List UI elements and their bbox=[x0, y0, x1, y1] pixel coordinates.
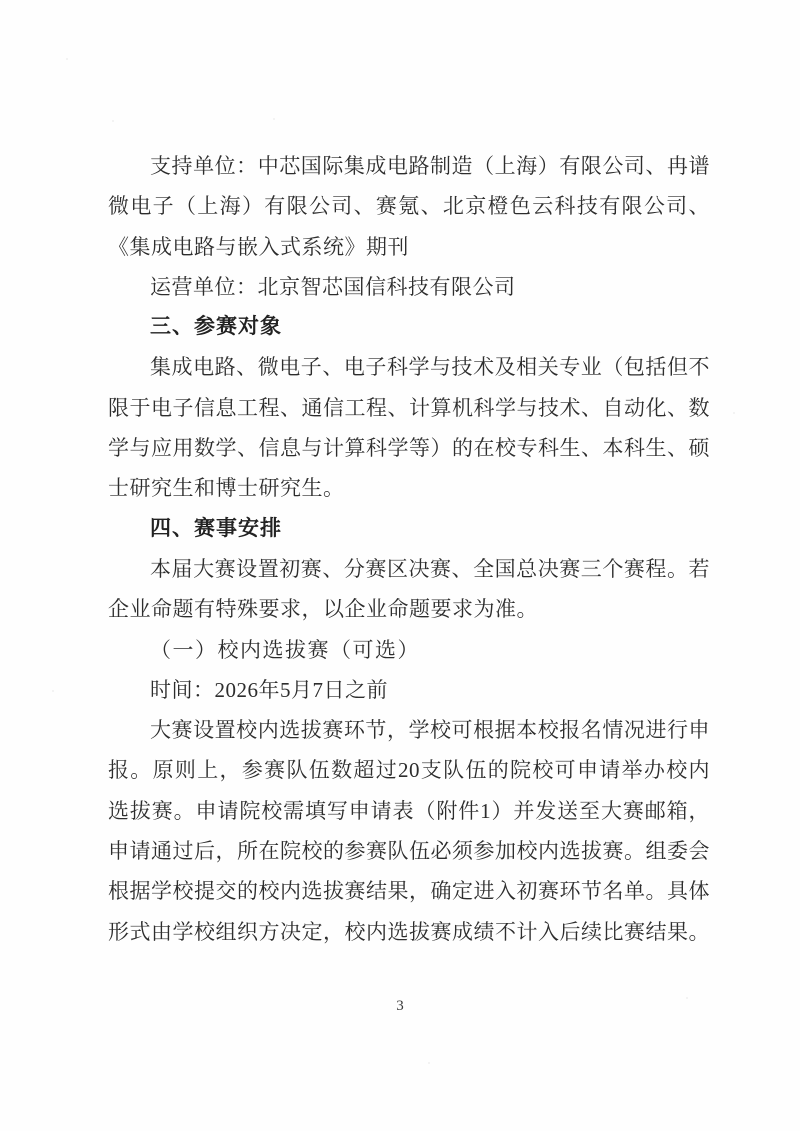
scan-speck bbox=[273, 118, 275, 120]
para-operating-unit: 运营单位：北京智芯国信科技有限公司 bbox=[150, 274, 516, 299]
para-schedule-overview: 本届大赛设置初赛、分赛区决赛、全国总决赛三个赛程。若企业命题有特殊要求，以企业命题要求为准。 bbox=[108, 556, 710, 622]
subheading-school-selection-round: （一）校内选拔赛（可选） bbox=[150, 637, 420, 662]
scan-speck bbox=[52, 690, 54, 692]
para-eligibility: 集成电路、微电子、电子科学与技术及相关专业（包括但不限于电子信息工程、通信工程、计算机科学与技术、自动化、数学与应用数学、信息与计算科学等）的在校专科生、本科生、硕士研究生和博士研究生。 bbox=[108, 355, 710, 501]
para-support-units: 支持单位：中芯国际集成电路制造（上海）有限公司、冉谱微电子（上海）有限公司、赛氪、北京橙色云科技有限公司、《集成电路与嵌入式系统》期刊 bbox=[108, 154, 710, 259]
para-selection-time: 时间：2026年5月7日之前 bbox=[150, 677, 388, 702]
document-body bbox=[108, 146, 710, 952]
scan-speck bbox=[428, 1062, 430, 1064]
heading-section-four-schedule: 四、赛事安排 bbox=[150, 516, 282, 540]
para-selection-details: 大赛设置校内选拔赛环节，学校可根据本校报名情况进行申报。原则上，参赛队伍数超过20支队伍的院校可申请举办校内选拔赛。申请院校需填写申请表（附件1）并发送至大赛邮箱，申请通过后，所在院校的参赛队伍必须参加校内选拔赛。组委会根据学校提交的校内选拔赛结果，确定进入初赛环节名单。具体形式由学校组织方决定，校内选拔赛成绩不计入后续比赛结果。 bbox=[108, 718, 710, 944]
scan-speck bbox=[733, 412, 735, 414]
scan-speck bbox=[66, 58, 68, 60]
page-number: 3 bbox=[396, 998, 404, 1014]
heading-section-three-participants: 三、参赛对象 bbox=[150, 315, 282, 339]
scan-speck bbox=[112, 120, 114, 122]
